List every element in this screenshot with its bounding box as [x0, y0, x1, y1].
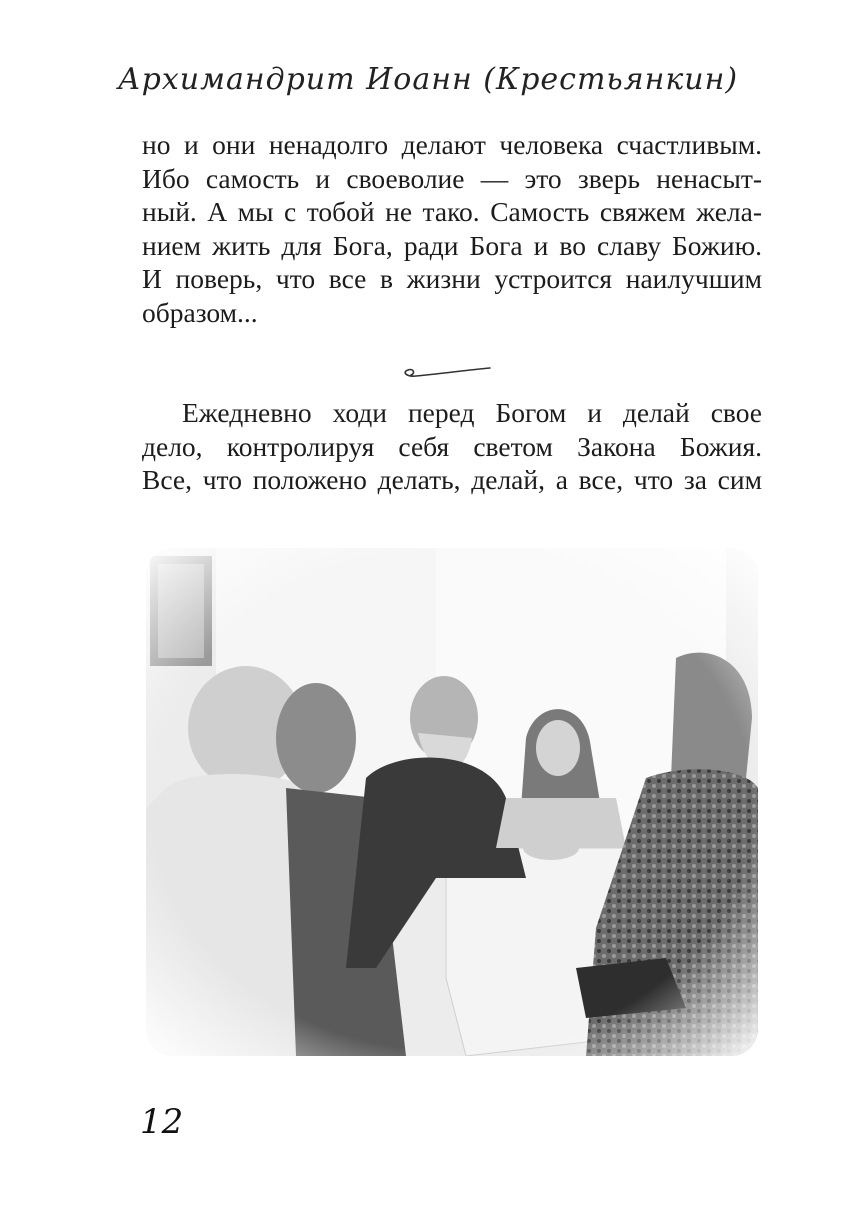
flourish-divider-icon [398, 360, 494, 384]
text-line: Все, что положено делать, делай, а все, что за сим [142, 464, 762, 495]
text-line: Ежедневно ходи перед Богом и делай свое [182, 397, 762, 428]
text-line: И поверь, что все в жизни устроится наилучшим [142, 263, 762, 294]
text-line: но и они ненадолго делают человека счастливым. [142, 129, 762, 160]
running-head: Архимандрит Иоанн (Крестьянкин) [117, 62, 739, 97]
text-line: Ибо самость и своеволие — это зверь ненасыт- [142, 162, 762, 194]
text-line: образом... [142, 296, 258, 328]
text-line: дело, контролируя себя светом Закона Божия. [142, 430, 762, 462]
text-line: ный. А мы с тобой не тако. Самость свяжем жела- [142, 196, 762, 227]
page-number: 12 [140, 1102, 184, 1142]
paragraph-1 [142, 128, 762, 329]
photo-people-at-table [146, 548, 758, 1056]
paragraph-2 [142, 396, 762, 497]
text-line: нием жить для Бога, ради Бога и во славу Божию. [142, 229, 762, 261]
